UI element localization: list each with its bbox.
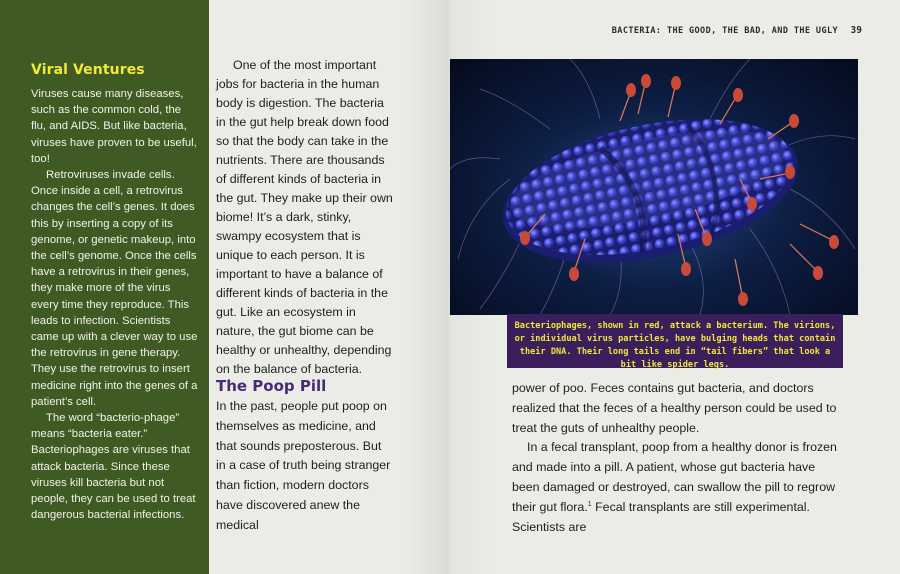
- bacterium-image: [450, 59, 858, 315]
- body-paragraph: power of poo. Feces contains gut bacteria, and doctors realized that the feces of a healthy person could be used to treat the guts of unhealthy people.: [512, 381, 837, 435]
- section-heading: The Poop Pill: [216, 377, 327, 395]
- body-text: Fecal transplants are still experimental. Scientists are: [512, 499, 810, 534]
- sidebar-body: [31, 86, 199, 523]
- body-paragraph: [512, 438, 837, 537]
- sidebar-paragraph: The word “bacterio-phage” means “bacteria eater.” Bacteriophages are viruses that attack bacteria. Since these viruses kill bacteria but not people, they can be used to treat dangerous bacterial infections.: [31, 412, 196, 522]
- body-text: In a fecal transplant, poop from a healthy donor is frozen and made into a pill. A patient, whose gut bacteria have been damaged or destroyed, can swallow the pill to regrow their gut flora.: [512, 440, 837, 514]
- sidebar-paragraph: Retroviruses invade cells. Once inside a cell, a retrovirus changes the cell’s genes. It does this by inserting a copy of its genome, or genetic makeup, into the cell’s genome. Once the cells have a retrovirus in their genes, they make more of the virus every time they reproduce. This leads to infection. Scientists came up with a clever way to use the retrovirus in gene therapy. They use the retrovirus to insert medicine right into the genes of a patient’s cell.: [31, 169, 198, 408]
- running-head: BACTERIA: THE GOOD, THE BAD, AND THE UGLY: [611, 26, 838, 36]
- body-paragraph: One of the most important jobs for bacteria in the human body is digestion. The bacteria in the gut help break down food so that the body can take in the nutrients. There are thousands of different kinds of bacteria in the gut. They make up their own biome! It’s a dark, stinky, swampy ecosystem that is unique to each person. It is important to have a balance of different kinds of bacteria in the gut. Like an ecosystem in nature, the gut biome can be healthy or unhealthy, depending on the balance of bacteria.: [216, 58, 393, 376]
- body-paragraph: In the past, people put poop on themselves as medicine, and that sounds preposterous. But in a case of truth being stranger than fiction, modern doctors have discovered anew the medical: [216, 399, 391, 532]
- page-number: 39: [850, 25, 862, 36]
- bacteriophage-illustration: [450, 59, 858, 315]
- sidebar-box: [0, 0, 209, 574]
- image-caption: Bacteriophages, shown in red, attack a bacterium. The virions, or individual virus particles, have bulging heads that contain their DNA. Their long tails end in “tail fibers” that look a bit like spider legs.: [507, 314, 843, 368]
- right-column: [512, 379, 837, 537]
- sidebar-title: Viral Ventures: [31, 62, 145, 78]
- section-body: [216, 397, 394, 536]
- footnote-marker[interactable]: 1: [587, 500, 592, 508]
- main-column: [216, 56, 394, 379]
- sidebar-paragraph: Viruses cause many diseases, such as the common cold, the flu, and AIDS. But like bacteria, viruses have proven to be useful, too!: [31, 88, 197, 165]
